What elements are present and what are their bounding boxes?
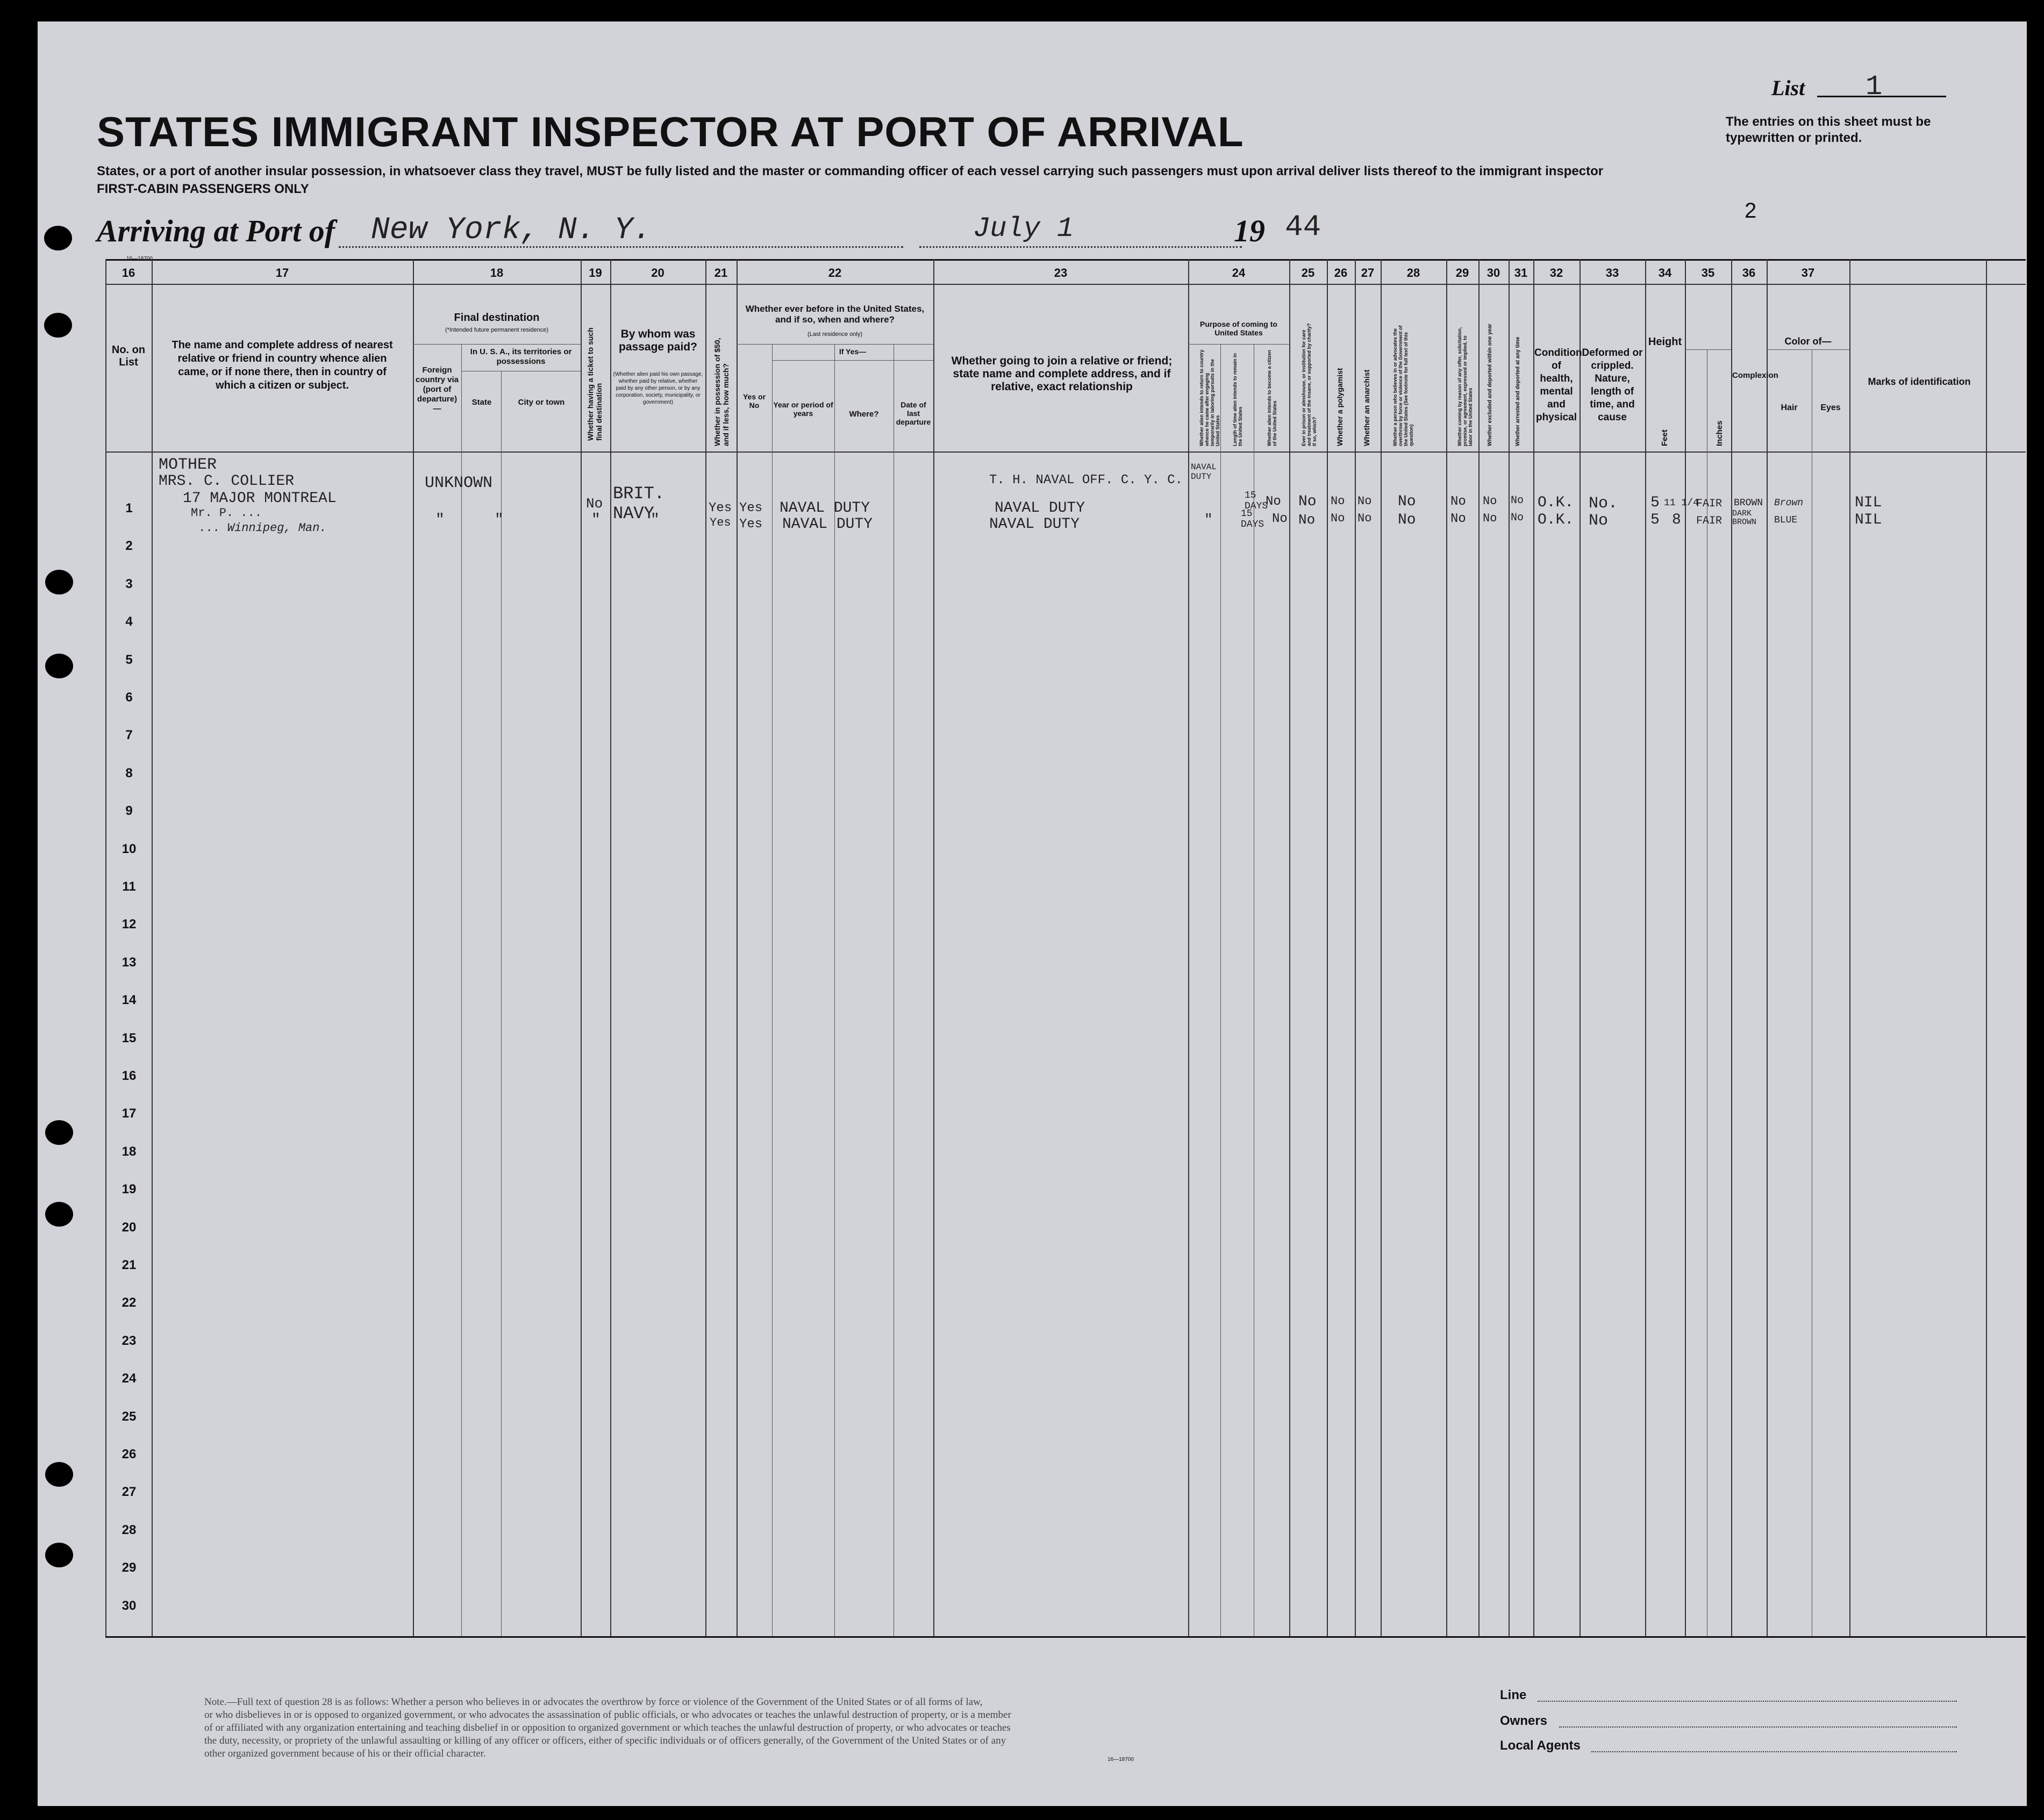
arriving-label: Arriving at Port of [97,213,335,248]
row-number: 14 [122,993,137,1007]
col-num-16: 16 [122,266,135,280]
row2-purpose: " [1204,512,1213,528]
agents-field [1591,1751,1957,1752]
row1-q31: No [1511,495,1524,507]
row2-foreign: " [435,512,445,528]
row-number: 5 [125,653,133,667]
row1-eyes: Brown [1774,498,1804,508]
row2-q28: No [1398,512,1416,528]
col-num-29: 29 [1455,266,1469,280]
col-25-header: Ever in prison or almshouse, or institution for care and treatment of the insane, or supported by charity? If so, which? [1301,323,1317,446]
col-24-return: Whether alien intends to return to country whence he came after engaging temporarily in laboring pursuits in the United States [1199,349,1220,446]
list-value: 1 [1866,71,1883,103]
table-top-rule [105,259,2026,261]
col-31-header: Whether arrested and deported at any time [1515,336,1521,446]
row1-join: NAVAL DUTY [995,500,1085,517]
punch-hole [45,1202,73,1227]
col-18-state: State [471,398,492,407]
row-number: 24 [122,1371,137,1386]
port-value: New York, N. Y. [371,213,652,248]
row1-money: Yes [709,501,732,515]
row-number: 6 [125,690,133,705]
sheet-number: 2 [1745,199,1757,223]
list-label: List [1771,76,1805,100]
row2-q29: No [1450,512,1466,526]
header-note: States, or a port of another insular possession, in whatsoever class they travel, MUST be fully listed and the master or commanding officer of each vessel carrying such passengers must upon arrival deliver lists thereof to the immigrant inspector [97,164,1604,178]
col-num-37: 37 [1801,266,1815,280]
col-22-ifyes: If Yes— [839,347,867,356]
col-num-25: 25 [1301,266,1315,280]
row-number: 1 [125,501,133,515]
col-33-header: Deformed or crippled. Nature, length of time, and cause [1582,347,1643,423]
col-34-inches: Inches [1715,420,1724,446]
row-number: 9 [125,804,133,818]
row-number: 23 [122,1334,137,1348]
row1-complexion: FAIR [1696,498,1723,510]
col-num-18: 18 [490,266,504,280]
row1-q28: No [1398,493,1416,510]
col-18-foreign: Foreign country via (port of departure)— [415,366,459,413]
col-18-header: Final destination [454,312,540,324]
row2-q31: No [1511,512,1524,524]
row1-join-address: T. H. NAVAL OFF. C. Y. C. [989,473,1183,488]
row2-ticket: " [591,512,601,528]
row1-prison: No [1298,493,1317,510]
row-number: 12 [122,917,137,932]
table-bottom-rule [105,1636,2026,1638]
col-37-header: Marks of identification [1868,376,1971,387]
col-16-header: No. on List [111,344,146,368]
punch-hole [45,1543,73,1567]
row1-polygamist: No [1331,495,1345,508]
row2-paid-by: " [651,512,660,528]
col-22-date: Date of last departure [896,400,931,426]
col-18-subheader: (*Intended future permanent residence) [445,327,548,333]
page-title: STATES IMMIGRANT INSPECTOR AT PORT OF ARRIVAL [97,108,1244,155]
col-num-32: 32 [1549,266,1563,280]
punch-hole [45,570,73,594]
col-27-header: Whether an anarchist [1362,369,1371,446]
col-22-where: Where? [849,410,879,419]
col-num-30: 30 [1486,266,1500,280]
form-number-bottom: 16—18700 [1107,1757,1134,1762]
row-number: 19 [122,1182,137,1196]
row2-anarchist: No [1357,512,1372,525]
footnote [204,1696,1226,1760]
col-num-22: 22 [828,266,842,280]
col-28-header: Whether a person who believes in or advocates the overthrow by force or violence of the Government of the United States (See footnote for full text of this question) [1392,325,1414,446]
row2-inches: 8 [1672,512,1681,528]
row1-length: 15 DAYS [1245,490,1268,512]
footnote-line-1: Note.—Full text of question 28 is as follows: Whether a person who believes in or advocates the overthrow by force or violence of the Government of the United States or of all forms of law, [204,1696,983,1708]
footnote-line-3: of or affiliated with any organization entertaining and teaching disbelief in or opposition to organized government or which teaches the unlawful destruction of property, or who advocates or teaches [204,1722,1011,1733]
row-number: 25 [122,1409,137,1424]
col-num-31: 31 [1514,266,1528,280]
col-29-header: Whether coming by reason of any offer, solicitation, promise, or agreement, expressed or implied, to labor in the United States [1457,327,1473,446]
col-35-header: Complexion [1732,371,1778,380]
row2-eyes: BLUE [1774,515,1798,526]
row1-foreign: UNKNOWN [425,474,493,492]
col-18-city: City or town [518,398,565,407]
row-number: 3 [125,577,133,591]
col-20-header: By whom was passage paid? [619,328,697,353]
row1-paid-by: BRIT. NAVY [613,484,665,524]
col-22-yesno: Yes or No [742,392,766,410]
row2-polygamist: No [1331,512,1345,525]
col-32-header: Condition of health, mental and physical [1534,347,1582,423]
row1-relationship: MOTHER [159,456,217,474]
owners-label: Owners [1500,1714,1548,1728]
date-value: July 1 [973,213,1074,245]
row-number: 13 [122,955,137,970]
punch-hole [44,226,72,250]
col-num-27: 27 [1361,266,1375,280]
col-num-23: 23 [1054,266,1068,280]
punch-hole [44,313,72,338]
col-30-header: Whether excluded and deported within one year [1487,324,1493,446]
footnote-line-5: other organized government because of his or their official character. [204,1748,486,1759]
col-36-header: Color of— [1784,336,1832,347]
row2-before: Yes [739,517,763,532]
row2-marks: NIL [1855,512,1882,528]
col-num-34: 34 [1658,266,1672,280]
col-24-length: Length of time alien intends to remain in the United States [1232,353,1243,446]
row1-health: O.K. [1538,495,1574,511]
col-22-subheader: (Last residence only) [807,331,863,338]
entries-note: The entries on this sheet must be typewritten or printed. [1726,114,1931,145]
footnote-line-2: or who disbelieves in or is opposed to organized government, or who advocates the assassination of public officials, or who advocates or teaches the unlawful destruction of property, or is a member [204,1709,1011,1721]
row1-q29: No [1450,495,1466,509]
agents-label: Local Agents [1500,1738,1581,1753]
manifest-sheet [38,22,2027,1806]
col-num-17: 17 [275,266,289,280]
row1-purpose: NAVAL DUTY [1191,462,1217,482]
row1-hair: BROWN [1734,498,1763,508]
col-num-36: 36 [1742,266,1756,280]
col-num-26: 26 [1334,266,1348,280]
col-num-20: 20 [651,266,664,280]
row-number: 18 [122,1144,137,1159]
row2-length: 15 DAYS [1241,508,1264,530]
col-num-24: 24 [1232,266,1246,280]
punch-hole [45,1462,73,1487]
row1-citizen: No [1266,495,1281,509]
row-number: 8 [125,766,133,780]
col-36-eyes: Eyes [1820,403,1841,412]
col-20-subheader: (Whether alien paid his own passage, whether paid by relative, whether paid by any other person, or by any corporation, society, municipality, or government) [613,371,703,405]
row1-relative-address: 17 MAJOR MONTREAL [183,490,337,507]
row-number: 10 [122,842,137,856]
row2-q30: No [1483,512,1497,525]
row-number: 29 [122,1560,137,1575]
col-36-hair: Hair [1781,403,1798,412]
line-field [1538,1701,1957,1702]
col-num-28: 28 [1406,266,1420,280]
row1-q30: No [1483,495,1497,508]
form-number-top: 16—18700 [126,256,153,262]
col-24-header: Purpose of coming to United States [1200,320,1277,337]
punch-hole [45,1120,73,1145]
colnum-rule [105,284,2026,285]
row1-relative-name: MRS. C. COLLIER [159,473,295,490]
row2-prison: No [1298,512,1316,528]
col-23-header: Whether going to join a relative or friend; state name and complete address, and if relative, exact relationship [951,355,1173,393]
row-number: 30 [122,1599,137,1613]
row2-state: " [495,512,504,528]
col-19-header: Whether having a ticket to such final destination [586,327,603,441]
col-34-header: Height [1648,336,1682,348]
row-number: 16 [122,1069,137,1083]
col-24-citizen: Whether alien intends to become a citizen of the United States [1267,349,1277,446]
row-number: 21 [122,1258,137,1272]
year-prefix: 19 [1234,213,1265,248]
row-number: 22 [122,1295,137,1310]
row2-complexion: FAIR [1696,515,1723,527]
row2-relative-address: ... Winnipeg, Man. [199,521,327,535]
col-num-21: 21 [714,266,728,280]
row1-marks: NIL [1855,495,1882,511]
row1-deformed: No. [1589,495,1618,513]
owners-field [1559,1726,1957,1728]
row1-feet: 5 [1650,495,1660,511]
col-22-period: Year or period of years [773,400,833,418]
row2-deformed: No [1589,512,1609,530]
col-18-usa: In U. S. A., its territories or possessions [470,347,572,366]
col-22-header: Whether ever before in the United States, and if so, when and where? [745,304,925,325]
row-number: 20 [122,1220,137,1235]
first-cabin-note: FIRST-CABIN PASSENGERS ONLY [97,182,309,196]
footnote-line-4: the duty, necessity, or propriety of the unlawful assaulting or killing of any officer or officers, either of specific individuals or of officers generally, of the Government of the United States or of any [204,1735,1006,1746]
row2-relative-name: Mr. P. ... [191,506,262,520]
col-num-35: 35 [1701,266,1715,280]
row1-inches: 11 1/4 [1664,498,1699,508]
col-num-33: 33 [1605,266,1619,280]
row1-anarchist: No [1357,495,1372,508]
row-number: 28 [122,1523,137,1537]
row1-ticket: No [586,496,603,512]
row2-join: NAVAL DUTY [989,516,1080,533]
col-num-19: 19 [589,266,602,280]
row-number: 17 [122,1106,137,1121]
row-number: 26 [122,1447,137,1461]
row-number: 4 [125,614,133,629]
row-number: 15 [122,1031,137,1045]
row2-hair: DARK BROWN [1732,509,1757,527]
row2-feet: 5 [1650,512,1660,528]
row2-health: O.K. [1538,512,1574,528]
year-value: 44 [1285,210,1321,244]
row-number: 2 [125,539,133,553]
row-number: 11 [122,879,136,894]
row-number: 7 [125,728,133,742]
row2-citizen: No [1272,512,1288,526]
row2-money: Yes [710,516,731,529]
date-underline [919,246,1242,248]
col-17-header: The name and complete address of nearest relative or friend in country whence alien came, or if none there, then in country of which a citizen or subject. [171,339,393,391]
line-label: Line [1500,1688,1527,1702]
row2-where: NAVAL DUTY [782,516,873,533]
row1-before: Yes [739,501,763,515]
col-34-feet: Feet [1660,429,1669,446]
punch-hole [45,654,73,678]
col-21-header: Whether in possession of $50, and if less, how much? [713,338,730,446]
header-bottom-rule [105,452,2026,453]
col-26-header: Whether a polygamist [1335,368,1344,446]
row-number: 27 [122,1485,137,1499]
row1-where: NAVAL DUTY [780,500,870,517]
